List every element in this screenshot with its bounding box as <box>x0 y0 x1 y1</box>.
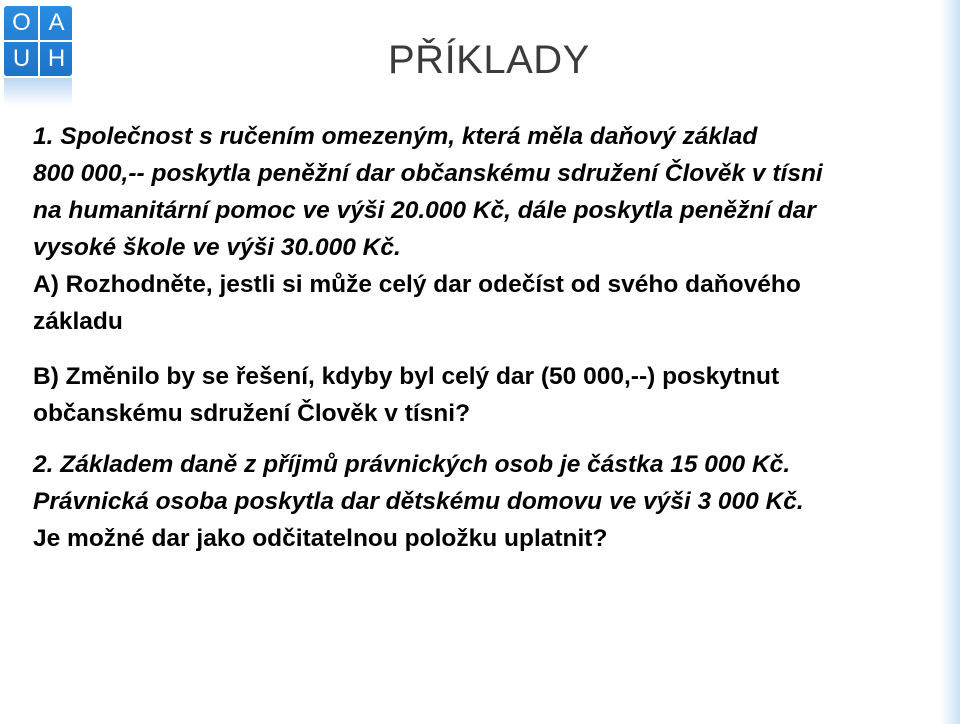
question-b-line: B) Změnilo by se řešení, kdyby byl celý dar (50 000,--) poskytnut <box>33 363 780 390</box>
slide-content <box>33 118 928 557</box>
logo-letter-h: H <box>47 45 66 72</box>
oauh-logo <box>0 0 80 110</box>
logo-reflection <box>4 78 72 106</box>
example-1 <box>33 118 928 432</box>
example-1-line: 800 000,-- poskytla peněžní dar občanskému sdružení Člověk v tísni <box>33 160 823 187</box>
example-2-line: 2. Základem daně z příjmů právnických osob je částka 15 000 Kč. <box>33 451 791 478</box>
example-2-line: Právnická osoba poskytla dar dětskému domovu ve výši 3 000 Kč. <box>33 488 804 515</box>
question-a-line: základu <box>33 308 123 335</box>
logo-letter-u: U <box>12 45 31 72</box>
right-accent-bar <box>940 0 960 724</box>
example-1-line: na humanitární pomoc ve výši 20.000 Kč, dále poskytla peněžní dar <box>33 197 816 224</box>
question-a-line: A) Rozhodněte, jestli si může celý dar odečíst od svého daňového <box>33 271 801 298</box>
logo-letter-a: A <box>48 9 65 36</box>
example-2 <box>33 446 928 557</box>
example-1-line: vysoké škole ve výši 30.000 Kč. <box>33 234 401 261</box>
logo-letter-o: O <box>12 9 31 36</box>
example-1-line: 1. Společnost s ručením omezeným, která měla daňový základ <box>33 123 758 150</box>
example-2-question: Je možné dar jako odčitatelnou položku uplatnit? <box>33 525 608 552</box>
slide-title: PŘÍKLADY <box>388 38 590 82</box>
question-b-line: občanskému sdružení Člověk v tísni? <box>33 400 471 427</box>
